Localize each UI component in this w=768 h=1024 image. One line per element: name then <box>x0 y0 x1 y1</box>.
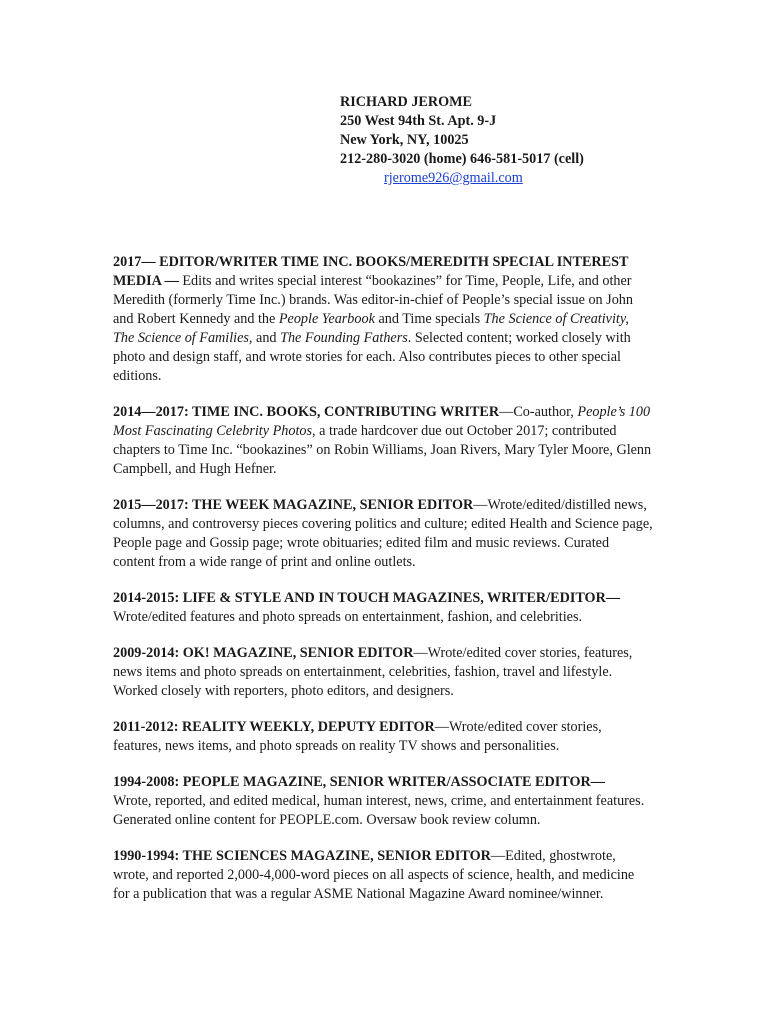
entry-heading: 2017— EDITOR/WRITER TIME INC. BOOKS/MEREDITH SPECIAL INTEREST MEDIA — <box>113 254 629 289</box>
entry-body: Wrote/edited features and photo spreads on entertainment, fashion, and celebrities. <box>113 609 583 625</box>
entry-body: Wrote, reported, and edited medical, human interest, news, crime, and entertainment features. Generated online content for PEOPLE.com. Oversaw book review column. <box>113 793 645 828</box>
entry-heading: 1990-1994: THE SCIENCES MAGAZINE, SENIOR EDITOR <box>113 848 491 864</box>
experience-list <box>113 253 653 921</box>
entry-body: —Co-author, <box>499 404 578 420</box>
entry-italic-title: The Founding Fathers <box>280 330 408 346</box>
email-link[interactable]: rjerome926@gmail.com <box>384 170 523 186</box>
entry-body: —Wrote/edited/distilled news, columns, and controversy pieces covering politics and culture; edited Health and Science page, People page and Gossip page; wrote obituaries; edited film and music reviews. Curated content from a wide range of print and online outlets. <box>113 497 653 570</box>
entry-heading: 2011-2012: REALITY WEEKLY, DEPUTY EDITOR <box>113 719 435 735</box>
phone-numbers: 212-280-3020 (home) 646-581-5017 (cell) <box>340 151 584 167</box>
entry-italic-title: People’s 100 Most Fascinating Celebrity Photos <box>113 404 651 439</box>
experience-entry <box>113 253 653 386</box>
experience-entry <box>113 644 653 701</box>
address-line-2: New York, NY, 10025 <box>340 132 469 148</box>
experience-entry <box>113 773 653 830</box>
experience-entry <box>113 589 653 627</box>
experience-entry <box>113 496 653 572</box>
address-line-1: 250 West 94th St. Apt. 9-J <box>340 113 497 129</box>
email-line <box>340 169 584 188</box>
candidate-name: RICHARD JEROME <box>340 94 473 110</box>
entry-italic-title: The Science of Creativity, The Science of Families, <box>113 311 629 346</box>
experience-entry <box>113 718 653 756</box>
entry-heading: 2015—2017: THE WEEK MAGAZINE, SENIOR EDITOR <box>113 497 474 513</box>
entry-heading: 1994-2008: PEOPLE MAGAZINE, SENIOR WRITER/ASSOCIATE EDITOR— <box>113 774 605 790</box>
experience-entry <box>113 847 653 904</box>
entry-body: . Selected content; worked closely with photo and design staff, and wrote stories for each. Also contributes pieces to other special editions. <box>113 330 631 384</box>
entry-heading: 2014—2017: TIME INC. BOOKS, CONTRIBUTING WRITER <box>113 404 500 420</box>
entry-italic-title: People Yearbook <box>278 311 375 327</box>
entry-body: —Wrote/edited cover stories, features, news items, and photo spreads on reality TV shows and personalities. <box>113 719 602 754</box>
entry-body: and <box>252 330 281 346</box>
entry-body: , a trade hardcover due out October 2017; contributed chapters to Time Inc. “bookazines” on Robin Williams, Joan Rivers, Mary Tyler Moore, Glenn Campbell, and Hugh Hefner. <box>113 423 652 477</box>
entry-heading: 2009-2014: OK! MAGAZINE, SENIOR EDITOR <box>113 645 414 661</box>
experience-entry <box>113 403 653 479</box>
entry-body: —Edited, ghostwrote, wrote, and reported 2,000-4,000-word pieces on all aspects of science, health, and medicine for a publication that was a regular ASME National Magazine Award nominee/winner. <box>113 848 635 902</box>
entry-body: and Time specials <box>374 311 484 327</box>
contact-header <box>340 93 584 188</box>
entry-body: —Wrote/edited cover stories, features, news items and photo spreads on entertainment, celebrities, fashion, travel and lifestyle. Worked closely with reporters, photo editors, and designers. <box>113 645 633 699</box>
entry-body: Edits and writes special interest “bookazines” for Time, People, Life, and other Meredith (formerly Time Inc.) brands. Was editor-in-chief of People’s special issue on John and Robert Kennedy and the <box>113 273 633 327</box>
entry-heading: 2014-2015: LIFE & STYLE AND IN TOUCH MAGAZINES, WRITER/EDITOR— <box>113 590 621 606</box>
